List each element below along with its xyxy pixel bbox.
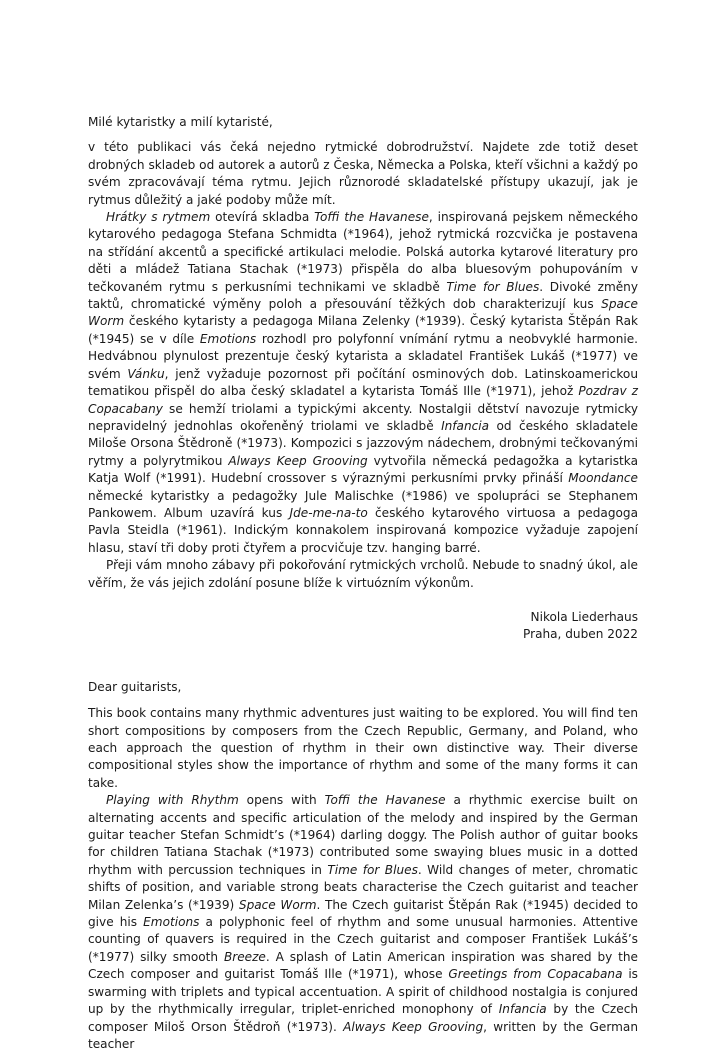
czech-intro-paragraph: v této publikaci vás čeká nejedno rytmické dobrodružství. Najdete zde totiž deset drobných skladeb od autorek a autorů z Česka, Německa a Polska, kteří všichni a každý po svém zpracovávají téma rytmu. Jejich různorodé skladatelské přístupy ukazují, jak je rytmus důležitý a jaké podoby může mít. [88,140,638,207]
text-run: a polyphonic feel of rhythm and some unusual harmonies. Attentive counting of quavers is required in the Czech guitarist and composer František Lukáš’s (*1977) silky smooth [88,915,638,964]
text-run: . The Czech guitarist Štěpán Rak (*1945) decided to give his [88,897,639,930]
czech-salutation: Milé kytaristky a milí kytaristé, [88,115,273,129]
title-text: Greetings from Copacabana [448,967,623,982]
title-text: Vánku [127,366,165,381]
document-page [88,114,638,1053]
title-text: Space Worm [238,897,317,912]
title-text: Breeze [223,949,266,964]
title-text: Pozdrav z Copacabany [88,384,638,416]
signature-place-date: Praha, duben 2022 [523,627,638,642]
text-run: , written by the German teacher [88,1019,638,1051]
title-text: Infancia [441,418,490,433]
text-run: se hemží triolami a typickými akcenty. Nostalgii dětství navozuje rytmicky nepravidelný jednohlas okořeněný triolami ve skladbě [88,401,638,433]
czech-body-paragraph [88,209,638,557]
section-spacer [88,644,638,679]
text-run: od českého skladatele Miloše Orsona Štědroně (*1973). Kompozici s jazzovým nádechem, drobnými tečkovanými rytmy a polyrytmikou [88,418,638,468]
text-run: . A splash of Latin American inspiration was shared by the Czech composer and guitarist Tomáš Ille (*1971), whose [88,949,638,982]
english-salutation: Dear guitarists, [88,679,182,694]
title-text: Toffi the Havanese [314,210,429,225]
text-run: německé kytaristky a pedagožky Jule Malischke (*1986) ve spolupráci se Stephanem Pankowem. Album uzavírá kus [88,488,638,520]
title-text: Playing with Rhythm [106,793,239,808]
title-text: Time for Blues [327,862,418,877]
text-run: rozhodl pro polyfonní vnímání rytmu a neobvyklé harmonie. Hedvábnou plynulost prezentuje český kytarista a skladatel František Lukáš (*1977) ve svém [88,331,638,381]
text-run: českého kytaristy a pedagoga Milana Zelenky (*1939). Český kytarista Štěpán Rak (*1945) se v díle [88,314,638,346]
title-text: Moondance [568,471,638,486]
text-run: otevírá skladba [210,210,315,225]
text-run: , jenž vyžaduje pozornost při počítání osminových dob. Latinskoamerickou tematikou přispěl do alba český skladatel a kytarista Tomáš Ille (*1971), jehož [88,366,638,399]
signature-name: Nikola Liederhaus [530,609,638,624]
title-text: Jde-me-na-to [289,505,368,520]
title-text: Infancia [498,1002,547,1017]
title-text: Toffi the Havanese [324,793,446,808]
czech-closing-paragraph: Přeji vám mnoho zábavy při pokořování rytmických vrcholů. Nebude to snadný úkol, ale věřím, že vás jejich zdolání posune blíže k virtuózním výkonům. [88,558,638,590]
title-text: Always Keep Grooving [343,1019,484,1034]
text-run: , inspirovaná pejskem německého kytarového pedagoga Stefana Schmidta (*1964), jehož rytmická rozcvička je postavena na střídání akcentů a specifické artikulaci melodie. Polská autorka kytarové literatury pro děti a mládež Tatiana Stachak (*1973) přispěla do alba bluesovým pohupováním v tečkovaném rytmu s perkusními technikami ve skladbě [88,210,638,294]
text-run: a rhythmic exercise built on alternating accents and specific articulation of the melody and inspired by the German guitar teacher Stefan Schmidt’s (*1964) darling doggy. The Polish author of guitar books for children Tatiana Stachak (*1973) contributed some swaying blues music in a dotted rhythm with percussion techniques in [88,793,638,877]
english-intro-paragraph: This book contains many rhythmic adventures just waiting to be explored. You will find ten short compositions by composers from the Czech Republic, Germany, and Poland, who each approach the question of rhythm in their own distinctive way. Their diverse compositional styles show the importance of rhythm and some of the many forms it can take. [88,706,638,790]
text-run: vytvořila německá pedagožka a kytaristka Katja Wolf (*1991). Hudební crossover s výraznými perkusními prvky přináší [88,453,639,486]
text-run: by the Czech composer Miloš Orson Štědroň (*1973). [88,1002,639,1034]
text-run: . Divoké změny taktů, chromatické výměny poloh a přesouvání těžkých dob charakterizují kus [88,279,639,312]
title-text: Emotions [199,331,257,346]
title-text: Time for Blues [446,279,540,294]
title-text: Emotions [143,915,200,930]
english-body-paragraph [88,792,638,1053]
text-run: opens with [238,793,325,808]
text-run: českého kytarového virtuosa a pedagoga Pavla Steidla (*1961). Indickým konnakolem inspirovaná kompozice vyžaduje zapojení hlasu, staví tři doby proti čtyřem a procvičuje tzv. hanging barré. [88,505,638,555]
text-run: is swarming with triplets and typical accentuation. A spirit of childhood nostalgia is conjured up by the rhythmically irregular, triplet-enriched monophony of [88,967,638,1017]
title-text: Always Keep Grooving [228,453,368,468]
text-run: . Wild changes of meter, chromatic shifts of position, and variable strong beats characterise the Czech guitarist and teacher Milan Zelenka’s (*1939) [88,862,638,912]
title-text: Space Worm [88,297,638,329]
signature-block [88,609,638,644]
title-text: Hrátky s rytmem [106,210,211,225]
